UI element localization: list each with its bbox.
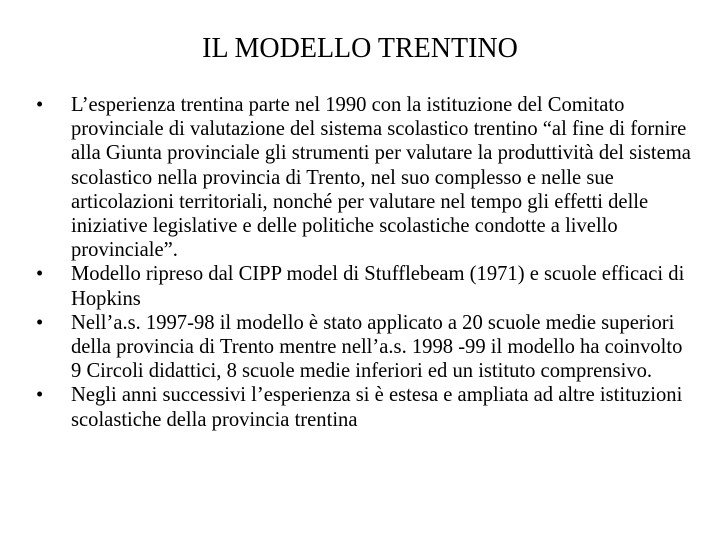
bullet-item-1 bbox=[36, 93, 696, 262]
bullet-list bbox=[36, 93, 696, 432]
bullet-text: Negli anni successivi l’esperienza si è estesa e ampliata ad altre istituzioni scolastiche della provincia trentina bbox=[71, 384, 683, 431]
bullet-text: Nell’a.s. 1997-98 il modello è stato applicato a 20 scuole medie superiori della provincia di Trento mentre nell’a.s. 1998 -99 il modello ha coinvolto 9 Circoli didattici, 8 scuole medie inferiori ed un istituto comprensivo. bbox=[71, 311, 683, 383]
bullet-text: Modello ripreso dal CIPP model di Stufflebeam (1971) e scuole efficaci di Hopkins bbox=[71, 263, 685, 310]
bullet-item-4 bbox=[36, 383, 696, 431]
bullet-point-icon: • bbox=[36, 94, 44, 116]
bullet-item-3 bbox=[36, 311, 696, 384]
bullet-point-icon: • bbox=[36, 311, 44, 334]
bullet-point-icon: • bbox=[36, 384, 44, 407]
bullet-point-icon: • bbox=[36, 263, 44, 286]
bullet-item-2 bbox=[36, 262, 696, 310]
bullet-text: L’esperienza trentina parte nel 1990 con la istituzione del Comitato provinciale di valutazione del sistema scolastico trentino “al fine di fornire alla Giunta provinciale gli strumenti per valutare la produttività del sistema scolastico nella provincia di Trento, nel suo complesso e nelle sue articolazioni territoriali, nonché per valutare nel tempo gli effetti delle iniziative legislative e delle politiche scolastiche condotte a livello provinciale”. bbox=[71, 94, 691, 262]
slide-title: IL MODELLO TRENTINO bbox=[202, 33, 518, 64]
